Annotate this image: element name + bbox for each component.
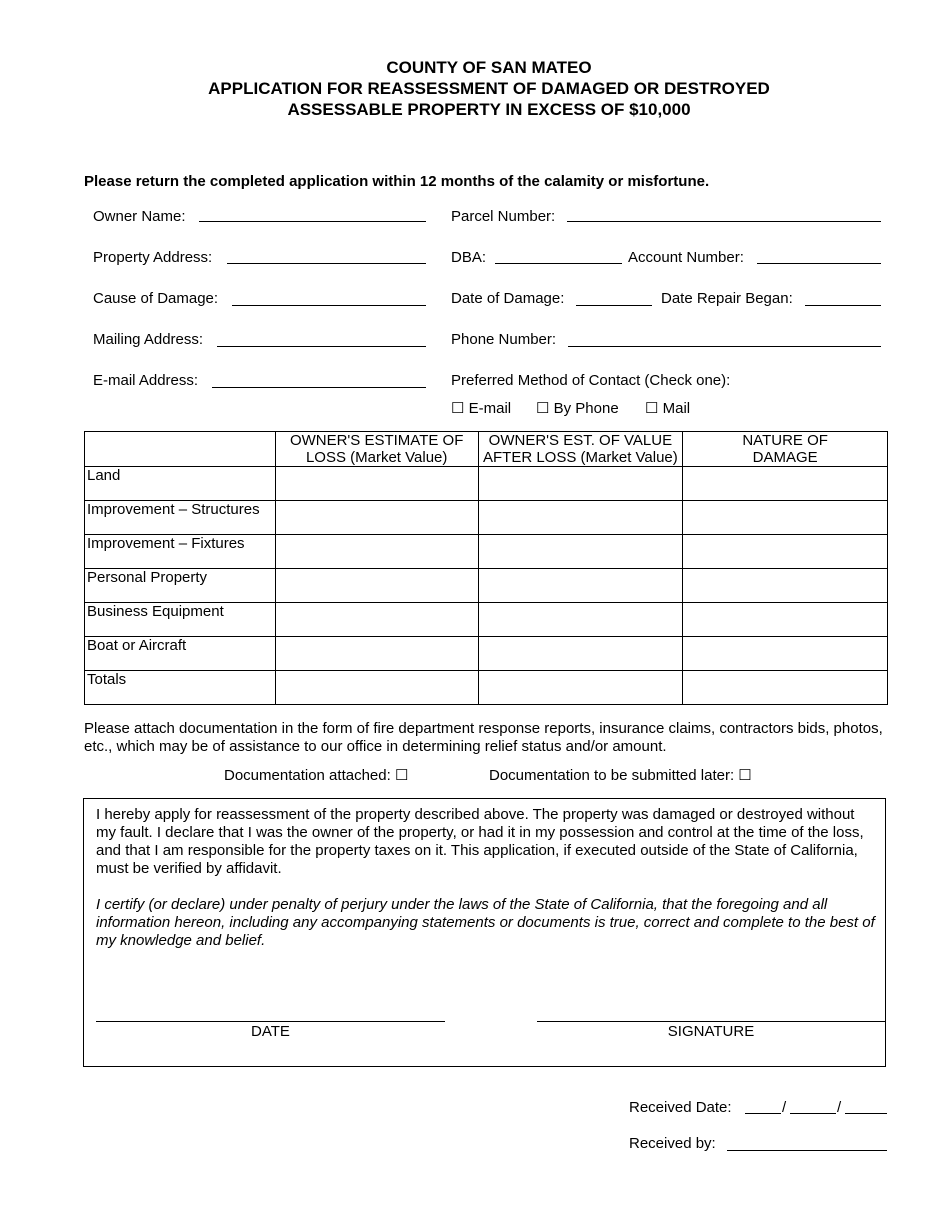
dba-label: DBA: xyxy=(451,249,487,266)
phone-number-field[interactable] xyxy=(568,346,881,347)
received-date-label: Received Date: xyxy=(629,1099,732,1116)
email-address-field[interactable] xyxy=(212,387,426,388)
cause-of-damage-field[interactable] xyxy=(232,305,426,306)
date-repair-began-label: Date Repair Began: xyxy=(661,290,793,307)
header-blank xyxy=(85,432,276,467)
received-date-separator: / xyxy=(782,1099,787,1116)
owner-name-field[interactable] xyxy=(199,221,426,222)
declaration-box xyxy=(83,798,886,1067)
estimate-cell[interactable] xyxy=(275,603,478,637)
after-loss-cell[interactable] xyxy=(478,603,683,637)
after-loss-cell[interactable] xyxy=(478,671,683,705)
table-row xyxy=(85,637,888,671)
title-line-1: COUNTY OF SAN MATEO xyxy=(386,58,592,77)
return-instruction: Please return the completed application within 12 months of the calamity or misfortune. xyxy=(84,173,710,190)
declaration-paragraph-2: I certify (or declare) under penalty of perjury under the laws of the State of California, that the foregoing and all information hereon, including any accompanying statements or documents is true, correct and complete to the best of my knowledge and belief. xyxy=(96,896,875,949)
nature-cell[interactable] xyxy=(683,671,888,705)
estimate-cell[interactable] xyxy=(275,501,478,535)
property-address-label: Property Address: xyxy=(93,249,213,266)
form-title xyxy=(0,57,950,120)
estimate-cell[interactable] xyxy=(275,569,478,603)
row-label: Business Equipment xyxy=(85,603,276,637)
after-loss-cell[interactable] xyxy=(478,569,683,603)
dba-field[interactable] xyxy=(495,263,622,264)
estimate-cell[interactable] xyxy=(275,637,478,671)
header-nature-of-damage xyxy=(683,432,888,467)
header-estimate-line-2: LOSS (Market Value) xyxy=(305,449,448,466)
header-estimate-line-1: OWNER'S ESTIMATE OF xyxy=(289,432,464,449)
preferred-contact-label: Preferred Method of Contact (Check one): xyxy=(451,372,731,389)
header-after-line-2: AFTER LOSS (Market Value) xyxy=(483,449,678,466)
after-loss-cell[interactable] xyxy=(478,501,683,535)
nature-cell[interactable] xyxy=(683,603,888,637)
table-row xyxy=(85,603,888,637)
estimate-cell[interactable] xyxy=(275,467,478,501)
table-row xyxy=(85,501,888,535)
header-value-after-loss xyxy=(478,432,683,467)
row-label: Boat or Aircraft xyxy=(85,637,276,671)
contact-mail-checkbox[interactable]: ☐ Mail xyxy=(645,400,691,417)
owner-name-label: Owner Name: xyxy=(93,208,186,225)
title-line-3: ASSESSABLE PROPERTY IN EXCESS OF $10,000 xyxy=(287,100,691,119)
signature-line[interactable] xyxy=(537,1021,885,1022)
received-year-field[interactable] xyxy=(845,1113,887,1114)
documentation-attached-checkbox[interactable]: Documentation attached: ☐ xyxy=(224,767,409,784)
header-estimate-of-loss xyxy=(275,432,478,467)
table-header-row xyxy=(85,432,888,467)
date-of-damage-label: Date of Damage: xyxy=(451,290,565,307)
parcel-number-label: Parcel Number: xyxy=(451,208,556,225)
after-loss-cell[interactable] xyxy=(478,535,683,569)
estimate-cell[interactable] xyxy=(275,671,478,705)
contact-email-checkbox[interactable]: ☐ E-mail xyxy=(451,400,512,417)
title-line-2: APPLICATION FOR REASSESSMENT OF DAMAGED OR DESTROYED xyxy=(208,79,770,98)
header-after-line-1: OWNER'S EST. OF VALUE xyxy=(488,432,673,449)
estimate-cell[interactable] xyxy=(275,535,478,569)
documentation-paragraph: Please attach documentation in the form of fire department response reports, insurance claims, contractors bids, photos, etc., which may be of assistance to our office in determining relief status and/or amount. xyxy=(84,720,883,755)
row-label: Totals xyxy=(85,671,276,705)
documentation-later-checkbox[interactable]: Documentation to be submitted later: ☐ xyxy=(489,767,752,784)
received-by-field[interactable] xyxy=(727,1150,887,1151)
mailing-address-label: Mailing Address: xyxy=(93,331,204,348)
received-month-field[interactable] xyxy=(745,1113,781,1114)
table-row xyxy=(85,535,888,569)
table-row xyxy=(85,671,888,705)
date-repair-began-field[interactable] xyxy=(805,305,881,306)
table-row xyxy=(85,569,888,603)
declaration-text xyxy=(96,806,876,968)
date-of-damage-field[interactable] xyxy=(576,305,652,306)
nature-cell[interactable] xyxy=(683,467,888,501)
account-number-field[interactable] xyxy=(757,263,881,264)
nature-cell[interactable] xyxy=(683,637,888,671)
received-day-field[interactable] xyxy=(790,1113,836,1114)
contact-phone-checkbox[interactable]: ☐ By Phone xyxy=(536,400,619,417)
table-row xyxy=(85,467,888,501)
row-label: Improvement – Fixtures xyxy=(85,535,276,569)
parcel-number-field[interactable] xyxy=(567,221,881,222)
nature-cell[interactable] xyxy=(683,501,888,535)
property-address-field[interactable] xyxy=(227,263,426,264)
mailing-address-field[interactable] xyxy=(217,346,426,347)
header-nature-line-1: NATURE OF xyxy=(742,432,828,449)
phone-number-label: Phone Number: xyxy=(451,331,557,348)
declaration-paragraph-1: I hereby apply for reassessment of the property described above. The property was damaged or destroyed without my fault. I declare that I was the owner of the property, or had it in my possession and control at the time of the loss, and that I am responsible for the property taxes on it. This application, if executed outside of the State of California, must be verified by affidavit. xyxy=(96,806,864,877)
row-label: Personal Property xyxy=(85,569,276,603)
received-date-separator: / xyxy=(837,1099,842,1116)
after-loss-cell[interactable] xyxy=(478,467,683,501)
loss-estimate-table xyxy=(84,431,888,705)
account-number-label: Account Number: xyxy=(628,249,744,266)
header-nature-line-2: DAMAGE xyxy=(752,449,818,466)
after-loss-cell[interactable] xyxy=(478,637,683,671)
row-label: Land xyxy=(85,467,276,501)
received-by-label: Received by: xyxy=(629,1135,716,1152)
date-label: DATE xyxy=(251,1023,290,1040)
signature-label: SIGNATURE xyxy=(667,1023,755,1040)
cause-of-damage-label: Cause of Damage: xyxy=(93,290,219,307)
email-address-label: E-mail Address: xyxy=(93,372,199,389)
date-line[interactable] xyxy=(96,1021,445,1022)
nature-cell[interactable] xyxy=(683,535,888,569)
nature-cell[interactable] xyxy=(683,569,888,603)
row-label: Improvement – Structures xyxy=(85,501,276,535)
